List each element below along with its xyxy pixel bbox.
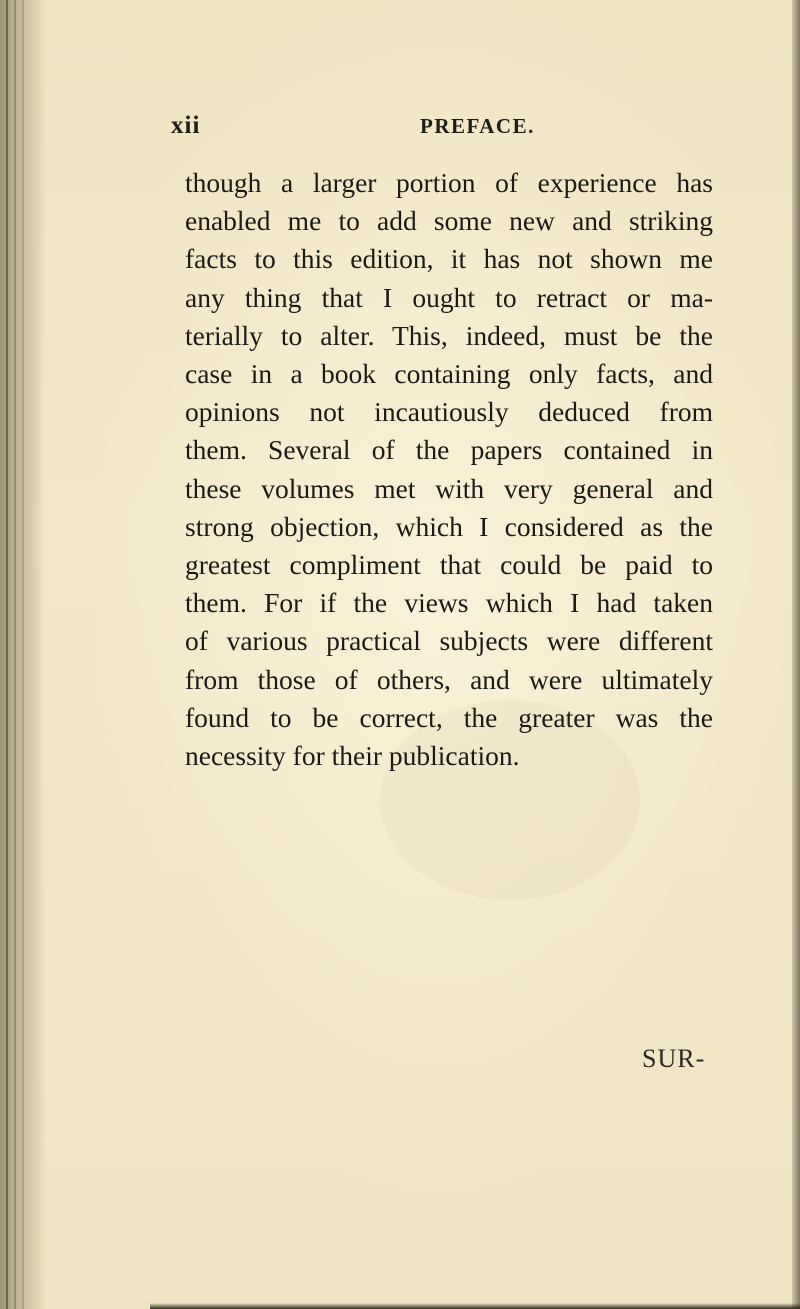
- text-line: from those of others, and were ultimately: [185, 663, 713, 695]
- body-paragraph: [185, 164, 715, 775]
- text-line: case in a book containing only facts, and: [185, 358, 713, 390]
- gutter-edge-line: [14, 0, 16, 1309]
- running-title: PREFACE.: [420, 114, 535, 138]
- text-line: opinions not incautiously deduced from: [185, 396, 713, 428]
- text-line: strong objection, which I considered as the: [185, 510, 713, 542]
- text-line: them. For if the views which I had taken: [185, 587, 713, 619]
- page-right-edge: [792, 0, 800, 1309]
- text-line: though a larger portion of experience has: [185, 167, 713, 198]
- text-line: them. Several of the papers contained in: [185, 434, 713, 466]
- text-line: found to be correct, the greater was the: [185, 701, 713, 733]
- text-line: enabled me to add some new and striking: [185, 205, 713, 237]
- text-line: facts to this edition, it has not shown me: [185, 243, 713, 275]
- gutter-edge-line: [22, 0, 24, 1309]
- text-line: terially to alter. This, indeed, must be the: [185, 319, 713, 351]
- text-line: these volumes met with very general and: [185, 472, 713, 504]
- text-line: of various practical subjects were different: [185, 625, 713, 657]
- text-line: greatest compliment that could be paid to: [185, 549, 713, 581]
- page-number: xii: [171, 112, 201, 139]
- page-header: [0, 112, 800, 152]
- catchword: SUR-: [642, 1044, 706, 1073]
- page-bottom-edge: [150, 1303, 800, 1309]
- text-line: any thing that I ought to retract or ma-: [185, 281, 713, 313]
- gutter-edge-line: [6, 0, 8, 1309]
- text-line: necessity for their publication.: [185, 740, 520, 772]
